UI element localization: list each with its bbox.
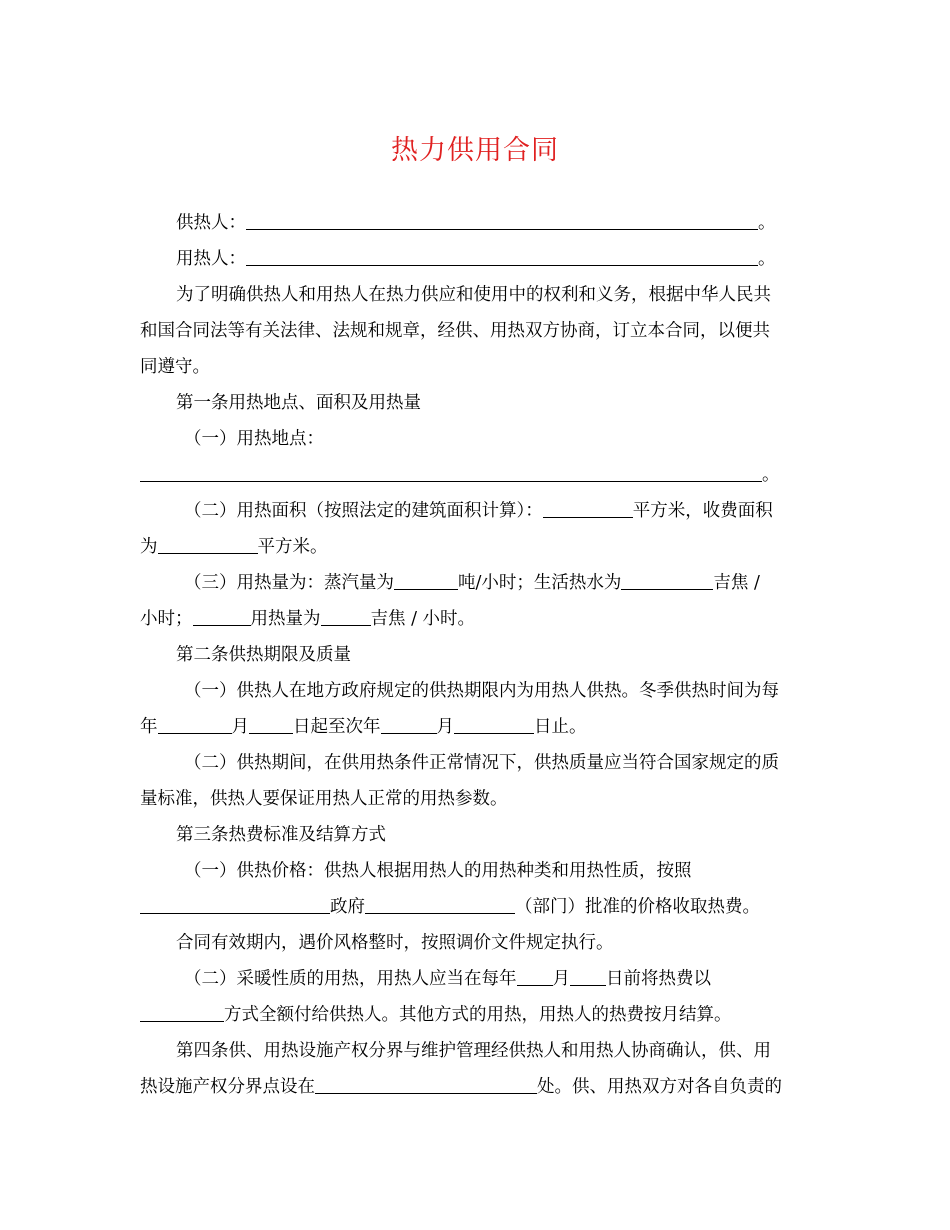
end-month-blank	[381, 715, 437, 734]
article3-item2-line2: 方式全额付给供热人。其他方式的用热，用热人的热费按月结算。	[140, 997, 812, 1033]
start-day-blank	[249, 715, 293, 734]
supplier-label: 供热人：	[176, 213, 246, 233]
article2-item1-line1: （一）供热人在地方政府规定的供热期限内为用热人供热。冬季供热时间为每	[184, 681, 779, 701]
supplier-line: 供热人： 。	[140, 205, 812, 241]
article3-heading: 第三条热费标准及结算方式	[176, 825, 386, 845]
article1-item2-line2: 为 平方米。	[140, 529, 812, 565]
article3-item1-line1: （一）供热价格：供热人根据用热人的用热种类和用热性质，按照	[184, 861, 692, 881]
preamble-line-1: 为了明确供热人和用热人在热力供应和使用中的权利和义务，根据中华人民共	[176, 285, 771, 305]
article2-item2-line1: （二）供热期间，在供用热条件正常情况下，供热质量应当符合国家规定的质	[184, 753, 779, 773]
start-month-blank	[158, 715, 232, 734]
article2-item2-line2: 量标准，供热人要保证用热人正常的用热参数。	[140, 789, 508, 809]
supplier-blank	[246, 211, 758, 230]
user-blank	[246, 247, 758, 266]
preamble-line-2: 和国合同法等有关法律、法规和规章，经供、用热双方协商，订立本合同，以便共	[140, 321, 770, 341]
end-day-blank	[454, 715, 534, 734]
heat-amount-blank	[321, 607, 371, 626]
user-line: 用热人： 。	[140, 241, 812, 277]
user-label: 用热人：	[176, 249, 246, 269]
steam-blank	[394, 571, 458, 590]
article1-item3-line2: 小时； 用热量为 吉焦 / 小时。	[140, 601, 812, 637]
government-blank	[140, 895, 330, 914]
article1-item1-blank-line: 。	[140, 457, 812, 493]
hot-water-blank	[621, 571, 713, 590]
article2-heading: 第二条供热期限及质量	[176, 645, 351, 665]
article1-item3-line1: （三）用热量为：蒸汽量为 吨/小时；生活热水为 吉焦 /	[140, 565, 812, 601]
article3-item1-line2: 政府 （部门）批准的价格收取热费。	[140, 889, 812, 925]
contract-body	[140, 205, 812, 1105]
article3-item2-line1: （二）采暖性质的用热，用热人应当在每年 月 日前将热费以	[140, 961, 812, 997]
pay-month-blank	[517, 967, 553, 986]
location-blank	[140, 463, 762, 482]
department-blank	[365, 895, 515, 914]
article2-item1-line2: 年 月 日起至次年 月 日止。	[140, 709, 812, 745]
preamble-line-3: 同遵守。	[140, 357, 210, 377]
document-title: 热力供用合同	[391, 135, 559, 166]
article4-line1: 第四条供、用热设施产权分界与维护管理经供热人和用热人协商确认，供、用	[176, 1041, 771, 1061]
article3-note: 合同有效期内，遇价风格整时，按照调价文件规定执行。	[176, 933, 614, 953]
article1-item1-label: （一）用热地点：	[184, 429, 324, 449]
article4-line2: 热设施产权分界点设在 处。供、用热双方对各自负责的	[140, 1069, 812, 1105]
boundary-point-blank	[315, 1075, 537, 1094]
article1-heading: 第一条用热地点、面积及用热量	[176, 393, 421, 413]
payment-method-blank	[140, 1003, 224, 1022]
billing-area-blank	[158, 535, 258, 554]
pay-day-blank	[570, 967, 606, 986]
other-type-blank	[193, 607, 251, 626]
area-blank	[543, 499, 633, 518]
article1-item2-line1: （二）用热面积（按照法定的建筑面积计算）： 平方米，收费面积	[140, 493, 812, 529]
